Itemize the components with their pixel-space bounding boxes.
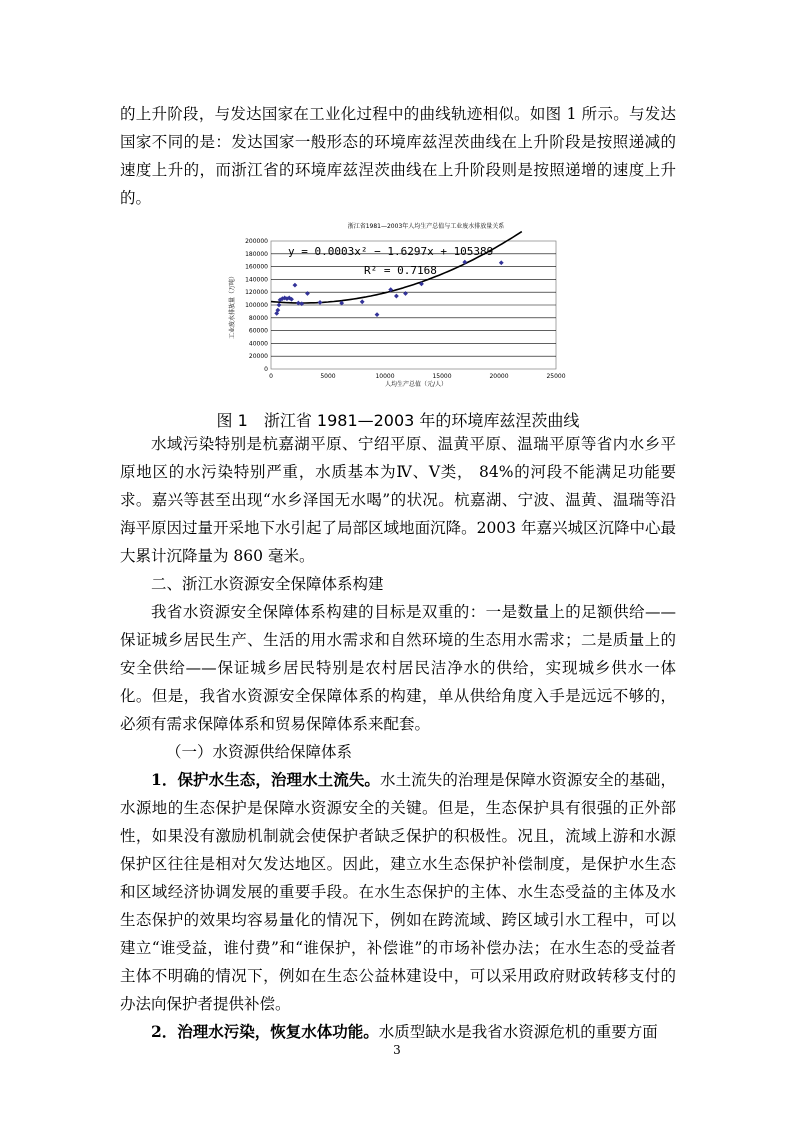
- y-tick-label: 200000: [245, 238, 268, 245]
- paragraph-water-pollution: 水域污染特别是杭嘉湖平原、宁绍平原、温黄平原、温瑞平原等省内水乡平原地区的水污染特别严重，水质基本为Ⅳ、Ⅴ类， 84%的河段不能满足功能要求。嘉兴等甚至出现“水乡泽国无水喝”的状况。杭嘉湖、宁波、温黄、温瑞等沿海平原因过量开采地下水引起了局部区域地面沉降。2003 年嘉兴城区沉降中心最大累计沉降量为 860 毫米。: [120, 435, 676, 565]
- y-tick-label: 160000: [245, 263, 268, 271]
- y-tick-label: 60000: [248, 327, 268, 335]
- paragraph-protect-ecology: [120, 766, 676, 1018]
- body-protect-ecology: 水土流失的治理是保障水资源安全的基础，水源地的生态保护是保障水资源安全的关键。但是，生态保护具有很强的正外部性，如果没有激励机制就会使保护者缺乏保护的积极性。况且，流域上游和水源保护区往往是相对欠发达地区。因此，建立水生态保护补偿制度，是保护水生态和区域经济协调发展的重要手段。在水生态保护的主体、水生态受益的主体及水生态保护的效果均容易量化的情况下，例如在跨流域、跨区域引水工程中，可以建立“谁受益，谁付费”和“谁保护，补偿谁”的市场补偿办法；在水生态的受益者主体不明确的情况下，例如在生态公益林建设中，可以采用政府财政转移支付的办法向保护者提供补偿。: [120, 771, 676, 1013]
- y-tick-label: 120000: [245, 289, 268, 297]
- y-tick-label: 20000: [248, 353, 268, 361]
- scatter-chart: [226, 216, 576, 394]
- x-tick-label: 10000: [375, 373, 395, 380]
- page-number: 3: [393, 1043, 401, 1057]
- paragraph-intro: 的上升阶段，与发达国家在工业化过程中的曲线轨迹相似。如图 1 所示。与发达国家不同的是：发达国家一般形态的环境库兹涅茨曲线在上升阶段是按照递减的速度上升的，而浙江省的环境库兹涅茨曲线在上升阶段则是按照递增的速度上升的。: [120, 105, 676, 207]
- lead-protect-ecology: 1．保护水生态，治理水土流失。: [151, 770, 381, 789]
- x-tick-label: 20000: [489, 373, 509, 380]
- subsection-heading-1: （一）水资源供给保障体系: [166, 743, 353, 761]
- y-tick-labels: [245, 238, 268, 373]
- y-tick-label: 100000: [245, 302, 268, 309]
- x-tick-label: 0: [269, 373, 273, 380]
- x-axis-label: 人均生产总值（元/人）: [384, 381, 448, 388]
- x-tick-label: 15000: [432, 373, 452, 380]
- lead-water-pollution-control: 2．治理水污染，恢复水体功能。: [151, 1022, 379, 1041]
- x-tick-label: 25000: [546, 373, 566, 380]
- paragraph-security-goals: 我省水资源安全保障体系构建的目标是双重的：一是数量上的足额供给——保证城乡居民生产、生活的用水需求和自然环境的生态用水需求；二是质量上的安全供给——保证城乡居民特别是农村居民洁净水的供给，实现城乡供水一体化。但是，我省水资源安全保障体系的构建，单从供给角度入手是远远不够的，必须有需求保障体系和贸易保障体系来配套。: [120, 603, 676, 733]
- figure-chart: [226, 216, 576, 394]
- paragraph-water-pollution-control: [120, 1018, 676, 1046]
- y-tick-label: 40000: [248, 340, 268, 348]
- x-tick-label: 5000: [320, 373, 336, 380]
- bottom-text-block: [120, 430, 676, 1046]
- x-tick-labels: [269, 373, 566, 380]
- figure-caption: 图 1 浙江省 1981—2003 年的环境库兹涅茨曲线: [216, 411, 580, 430]
- section-heading-2: 二、浙江水资源安全保障体系构建: [151, 575, 384, 593]
- y-tick-label: 140000: [245, 276, 268, 284]
- y-tick-label: 180000: [245, 250, 268, 258]
- r-squared: R² = 0.7168: [364, 264, 437, 277]
- y-tick-label: 80000: [248, 314, 268, 322]
- top-text-block: [120, 100, 676, 212]
- chart-title: 浙江省1981—2003年人均生产总值与工业废水排放量关系: [347, 223, 505, 230]
- body-water-pollution-control: 水质型缺水是我省水资源危机的重要方面: [378, 1023, 658, 1041]
- y-tick-label: 0: [264, 366, 268, 373]
- y-axis-label: 工业废水排放量（万吨）: [229, 272, 236, 340]
- trend-equation: y = 0.0003x² − 1.6297x + 105389: [288, 245, 494, 258]
